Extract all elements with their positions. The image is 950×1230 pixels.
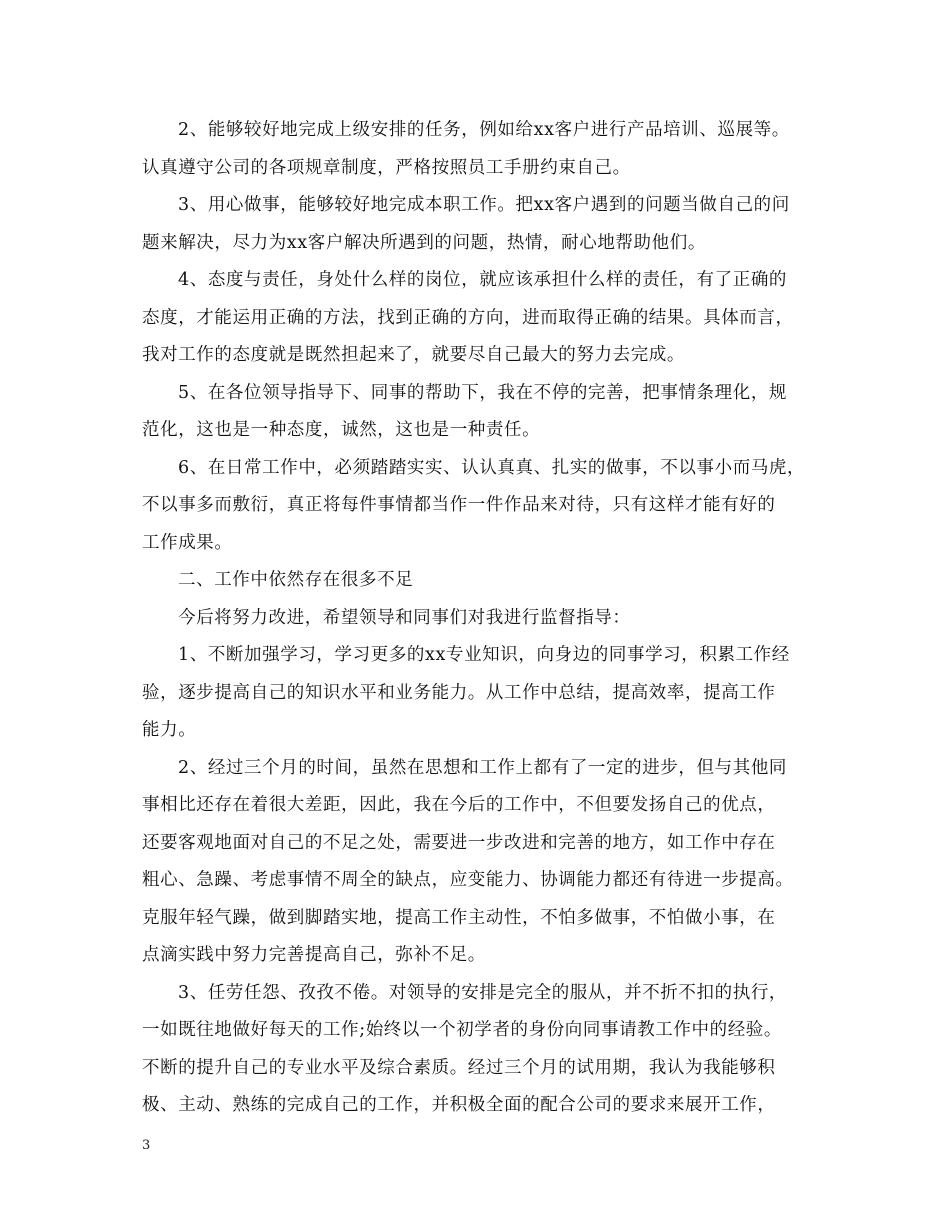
text-line: 二、工作中依然存在很多不足 (178, 570, 414, 590)
text-line: 验，逐步提高自己的知识水平和业务能力。从工作中总结，提高效率，提高工作 (142, 682, 776, 703)
document-body (142, 112, 810, 1125)
text-line: 克服年轻气躁，做到脚踏实地，提高工作主动性，不怕多做事，不怕做小事，在 (142, 907, 776, 928)
text-line: 还要客观地面对自己的不足之处，需要进一步改进和完善的地方，如工作中存在 (142, 832, 776, 853)
text-line: 工作成果。 (142, 532, 233, 553)
text-line: 认真遵守公司的各项规章制度，严格按照员工手册约束自己。 (142, 157, 631, 178)
page-number: 3 (142, 1138, 151, 1153)
text-line: 6、在日常工作中，必须踏踏实实、认认真真、扎实的做事，不以事小而马虎， (178, 457, 806, 478)
text-line: 事相比还存在着很大差距，因此，我在今后的工作中，不但要发扬自己的优点， (142, 795, 776, 815)
text-line: 范化，这也是一种态度，诚然，这也是一种责任。 (142, 420, 541, 440)
text-line: 点滴实践中努力完善提高自己，弥补不足。 (142, 945, 486, 965)
text-line: 3、用心做事，能够较好地完成本职工作。把xx客户遇到的问题当做自己的问 (178, 195, 790, 215)
text-line: 2、能够较好地完成上级安排的任务，例如给xx客户进行产品培训、巡展等。 (178, 120, 790, 140)
text-line: 能力。 (142, 720, 197, 740)
text-line: 极、主动、熟练的完成自己的工作，并积极全面的配合公司的要求来展开工作， (142, 1095, 776, 1115)
text-line: 我对工作的态度就是既然担起来了，就要尽自己最大的努力去完成。 (142, 345, 685, 365)
text-line: 粗心、急躁、考虑事情不周全的缺点，应变能力、协调能力都还有待进一步提高。 (142, 870, 794, 890)
text-line: 3、任劳任怨、孜孜不倦。对领导的安排是完全的服从，并不折不扣的执行， (178, 982, 788, 1003)
text-line: 2、经过三个月的时间，虽然在思想和工作上都有了一定的进步，但与其他同 (178, 757, 788, 778)
text-line: 不以事多而敷衍，真正将每件事情都当作一件作品来对待，只有这样才能有好的 (142, 495, 776, 515)
text-line: 4、态度与责任，身处什么样的岗位，就应该承担什么样的责任，有了正确的 (178, 270, 788, 290)
text-line: 态度，才能运用正确的方法，找到正确的方向，进而取得正确的结果。具体而言， (142, 307, 794, 328)
text-line: 一如既往地做好每天的工作;始终以一个初学者的身份向同事请教工作中的经验。 (142, 1020, 782, 1040)
text-line: 题来解决，尽力为xx客户解决所遇到的问题，热情，耐心地帮助他们。 (142, 232, 706, 253)
text-line: 今后将努力改进，希望领导和同事们对我进行监督指导： (178, 607, 631, 628)
text-line: 1、不断加强学习，学习更多的xx专业知识，向身边的同事学习，积累工作经 (178, 645, 790, 665)
text-line: 不断的提升自己的专业水平及综合素质。经过三个月的试用期，我认为我能够积 (142, 1057, 776, 1078)
text-line: 5、在各位领导指导下、同事的帮助下，我在不停的完善，把事情条理化，规 (178, 382, 788, 403)
